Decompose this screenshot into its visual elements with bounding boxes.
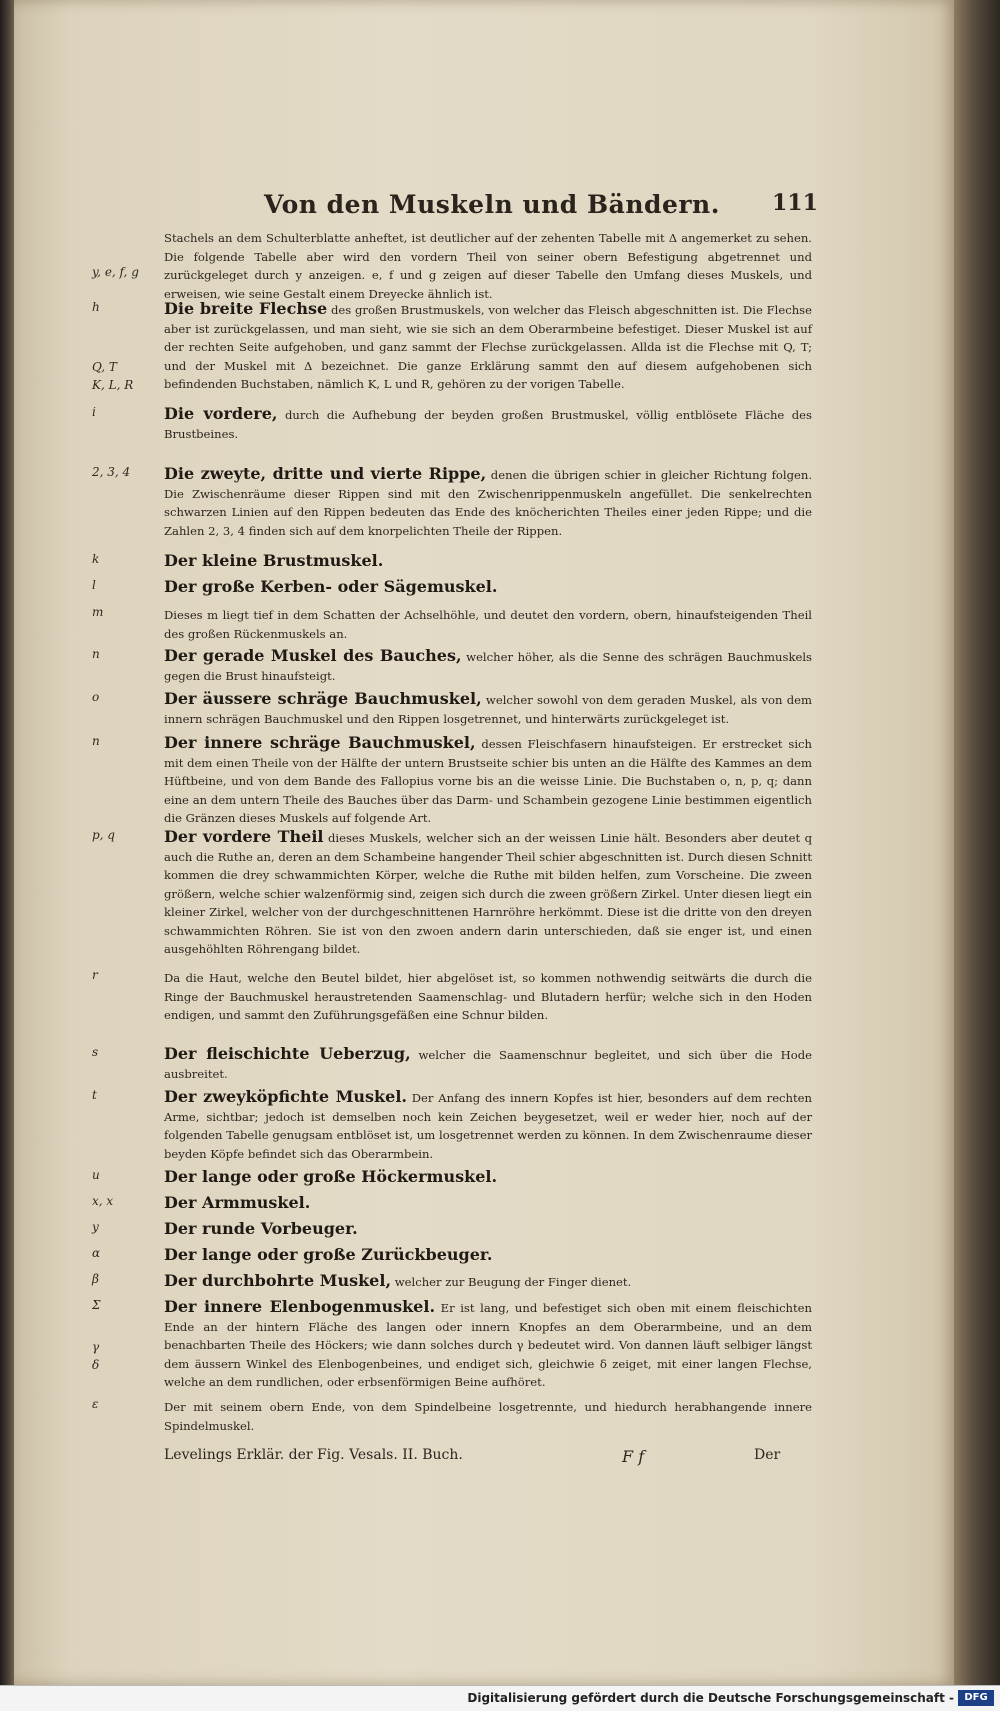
entry-body	[164, 1194, 812, 1214]
entry-label: t	[92, 1088, 97, 1102]
entry-label: α	[92, 1246, 101, 1260]
entry-label: s	[92, 1045, 99, 1059]
signature-line: Levelings Erklär. der Fig. Vesals. II. Buch.	[164, 1447, 463, 1463]
entry-lead: Der große Kerben- oder Sägemuskel.	[164, 577, 498, 596]
dfg-logo: DFG	[958, 1690, 994, 1706]
entry-label: m	[92, 605, 104, 619]
entry-text: Der mit seinem obern Ende, von dem Spindelbeine losgetrennte, und hiedurch herabhangende innere Spindelmuskel.	[164, 1400, 812, 1433]
entry-text: welcher sowohl von dem geraden Muskel, als von dem innern schrägen Bauchmuskel und den Rippen losgetrennet, und hinterwärts zurückgeleget ist.	[164, 693, 812, 726]
page-header-title: Von den Muskeln und Bändern.	[264, 190, 720, 219]
entry-label: δ	[92, 1358, 100, 1372]
entry-lead: Die vordere,	[164, 404, 278, 423]
entry-lead: Der innere schräge Bauchmuskel,	[164, 733, 476, 752]
entry-body	[164, 300, 812, 394]
entry-body	[164, 1397, 812, 1435]
entry-text: Stachels an dem Schulterblatte anheftet, ist deutlicher auf der zehenten Tabelle mit Δ angemerket zu sehen. Die folgende Tabelle aber wird den vordern Theil von seiner obern Befestigung abgetrennet und zurückgeleget durch y anzeigen. e, f und g zeigen auf dieser Tabelle den Umfang dieses Muskels, und erweisen, wie seine Gestalt einem Dreyecke ähnlich ist.	[164, 231, 812, 301]
entry-label: y	[92, 1220, 99, 1234]
entry-label: γ	[92, 1340, 100, 1354]
entry-label: β	[92, 1272, 99, 1286]
entry-body	[164, 578, 812, 598]
entry-body	[164, 690, 812, 728]
entry-body	[164, 465, 812, 540]
entry-body	[164, 1272, 812, 1292]
entry-text: Dieses m liegt tief in dem Schatten der Achselhöhle, und deutet den vordern, obern, hinaufsteigenden Theil des großen Rückenmuskels an.	[164, 608, 812, 641]
entry-label: Q, T	[92, 360, 117, 374]
entry-body	[164, 1088, 812, 1163]
entry-lead: Der Armmuskel.	[164, 1193, 311, 1212]
entry-text: dessen Fleischfasern hinaufsteigen. Er erstrecket sich mit dem einen Theile von der Hälfte der untern Brustseite schier bis unten an die Hälfte des Kammes an dem Hüftbeine, und von dem Bande des Fallopius vorne bis an die weisse Linie. Die Buchstaben o, n, p, q; dann eine an dem untern Theile des Bauches über das Darm- und Schambein gezogene Linie bestimmen eigentlich die Gränzen dieses Muskels auf folgende Art.	[164, 737, 812, 825]
entry-label: i	[92, 405, 96, 419]
entry-label: y, e, f, g	[92, 265, 139, 279]
entry-text: durch die Aufhebung der beyden großen Brustmuskel, völlig entblösete Fläche des Brustbeines.	[164, 408, 812, 441]
entry-text: welcher höher, als die Senne des schrägen Bauchmuskels gegen die Brust hinaufsteigt.	[164, 650, 813, 683]
entry-body	[164, 968, 812, 1025]
entry-label: 2, 3, 4	[92, 465, 131, 479]
entry-body	[164, 1298, 812, 1392]
entry-text: des großen Brustmuskels, von welcher das Fleisch abgeschnitten ist. Die Flechse aber ist zurückgelassen, und man sieht, wie sie sich an dem Oberarmbeine befestiget. Dieser Muskel ist auf der rechten Seite aufgehoben, und ganz sammt der Flechse zurückgelassen. Allda ist die Flechse mit Q, T; und der Muskel mit Δ bezeichnet. Die ganze Erklärung sammt den auf diesem aufgehobenen sich befindenden Buchstaben, nämlich K, L und R, gehören zu der vorigen Tabelle.	[164, 303, 812, 391]
entry-body	[164, 734, 812, 828]
entry-lead: Der zweyköpfichte Muskel.	[164, 1087, 407, 1106]
entry-lead: Der äussere schräge Bauchmuskel,	[164, 689, 482, 708]
entry-lead: Der lange oder große Höckermuskel.	[164, 1167, 498, 1186]
entry-text: dieses Muskels, welcher sich an der weissen Linie hält. Besonders aber deutet q auch die Ruthe an, deren an dem Schambeine hangender Theil schier abgeschnitten ist. Durch diesen Schnitt kommen die drey schwammichten Körper, welche die Ruthe mit bilden helfen, zum Vorscheine. Die zween größern, welche schier walzenförmig sind, zeigen sich durch die zween größern Zirkel. Unter diesen liegt ein kleiner Zirkel, welcher von der durchgeschnittenen Harnröhre herkömmt. Diese ist die dritte von den dreyen schwammichten Röhren. Sie ist von den zwoen andern darin unterschieden, daß sie enger ist, und einen ausgehöhlten Röhrengang bildet.	[164, 831, 813, 956]
entry-lead: Der kleine Brustmuskel.	[164, 551, 384, 570]
entry-lead: Der vordere Theil	[164, 827, 324, 846]
entry-body	[164, 828, 812, 959]
entry-lead: Die zweyte, dritte und vierte Rippe,	[164, 464, 487, 483]
entry-body	[164, 1045, 812, 1083]
entry-text: welcher die Saamenschnur begleitet, und sich über die Hode ausbreitet.	[164, 1048, 813, 1081]
entries-list	[14, 0, 954, 1685]
digitization-footer	[0, 1685, 1000, 1711]
entry-lead: Der fleischichte Ueberzug,	[164, 1044, 411, 1063]
page-number: 111	[772, 190, 818, 216]
entry-text: Da die Haut, welche den Beutel bildet, hier abgelöset ist, so kommen nothwendig seitwärts die durch die Ringe der Bauchmuskel heraustretenden Saamenschlag- und Blutadern herfür; welche sich in den Hoden endigen, und sammt den Zuführungsgefäßen eine Schnur bilden.	[164, 971, 812, 1022]
entry-body	[164, 1220, 812, 1240]
entry-text: Der Anfang des innern Kopfes ist hier, besonders auf dem rechten Arme, sichtbar; jedoch ist demselben noch kein Zeichen beygesetzet, weil er weder hier, noch auf der folgenden Tabelle genugsam entblöset ist, um losgetrennet werden zu können. In dem Zwischenraume dieser beyden Köpfe befindet sich das Oberarmbein.	[164, 1091, 812, 1161]
entry-body	[164, 552, 812, 572]
entry-lead: Der runde Vorbeuger.	[164, 1219, 358, 1238]
signature-mark: F f	[622, 1447, 645, 1466]
entry-label: o	[92, 690, 100, 704]
catchword: Der	[754, 1447, 781, 1463]
entry-label: x, x	[92, 1194, 114, 1208]
entry-body	[164, 605, 812, 643]
entry-lead: Die breite Flechse	[164, 299, 328, 318]
entry-body	[164, 1246, 812, 1266]
entry-body	[164, 228, 812, 303]
entry-label: Σ	[92, 1298, 101, 1312]
entry-text: welcher zur Beugung der Finger dienet.	[394, 1275, 632, 1289]
entry-lead: Der durchbohrte Muskel,	[164, 1271, 392, 1290]
entry-body	[164, 647, 812, 685]
entry-label: ε	[92, 1397, 99, 1411]
entry-label: l	[92, 578, 96, 592]
entry-label: r	[92, 968, 98, 982]
entry-lead: Der lange oder große Zurückbeuger.	[164, 1245, 493, 1264]
entry-text: denen die übrigen schier in gleicher Richtung folgen. Die Zwischenräume dieser Rippen sind mit den Zwischenrippenmuskeln angefüllet. Die senkelrechten schwarzen Linien auf den Rippen bedeuten das Ende des knöcherichten Theiles einer jeden Rippe; und die Zahlen 2, 3, 4 finden sich auf dem knorpelichten Theile der Rippen.	[164, 468, 813, 538]
book-right-edge	[954, 0, 1000, 1685]
entry-label: p, q	[92, 828, 115, 842]
entry-label: k	[92, 552, 100, 566]
digitization-note: Digitalisierung gefördert durch die Deutsche Forschungsgemeinschaft -	[467, 1691, 954, 1705]
entry-lead: Der gerade Muskel des Bauches,	[164, 646, 462, 665]
page-footer	[164, 1447, 824, 1471]
entry-body	[164, 405, 812, 443]
entry-label: h	[92, 300, 100, 314]
entry-label: n	[92, 647, 100, 661]
entry-lead: Der innere Elenbogenmuskel.	[164, 1297, 436, 1316]
entry-body	[164, 1168, 812, 1188]
document-page	[14, 0, 954, 1685]
entry-label: n	[92, 734, 100, 748]
entry-text: Er ist lang, und befestiget sich oben mit einem fleischichten Ende an der hintern Fläche des langen oder innern Knopfes an dem Oberarmbeine, und an dem benachbarten Theile des Höckers; wie dann solches durch γ bedeutet wird. Von dannen läuft selbiger längst dem äussern Winkel des Elenbogenbeines, und endiget sich, gleichwie δ zeiget, mit einer langen Flechse, welche an dem rundlichen, oder erbsenförmigen Beine aufhöret.	[164, 1301, 813, 1389]
book-left-edge	[0, 0, 14, 1710]
entry-label: u	[92, 1168, 100, 1182]
entry-label: K, L, R	[92, 378, 134, 392]
